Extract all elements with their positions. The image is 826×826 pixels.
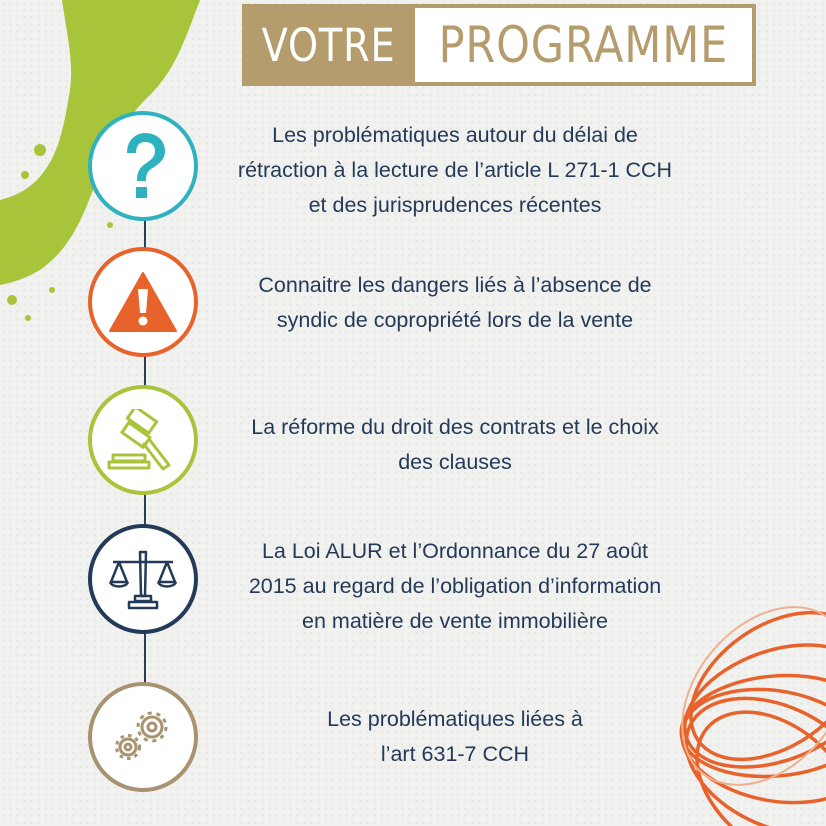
title-banner [242,4,756,86]
program-item-text: La réforme du droit des contrats et le choix des clauses [251,415,659,474]
program-item-text: La Loi ALUR et l’Ordonnance du 27 août 2015 au regard de l’obligation d’information en matière de vente immobilière [248,539,662,633]
scales-icon [88,524,198,634]
warning-icon [88,247,198,357]
question-mark-icon [88,111,198,221]
title-word-programme: PROGRAMME [413,6,754,84]
program-item-text: Les problématiques autour du délai de rétraction à la lecture de l’article L 271-1 CCH et des jurisprudences récentes [237,123,673,217]
program-item-text: Les problématiques liées à l’art 631-7 CCH [327,707,583,766]
program-item-text: Connaitre les dangers liés à l’absence de syndic de copropriété lors de la vente [258,273,652,332]
gears-icon [88,682,198,792]
title-word-votre: VOTRE [261,18,396,72]
gavel-icon [88,385,198,495]
